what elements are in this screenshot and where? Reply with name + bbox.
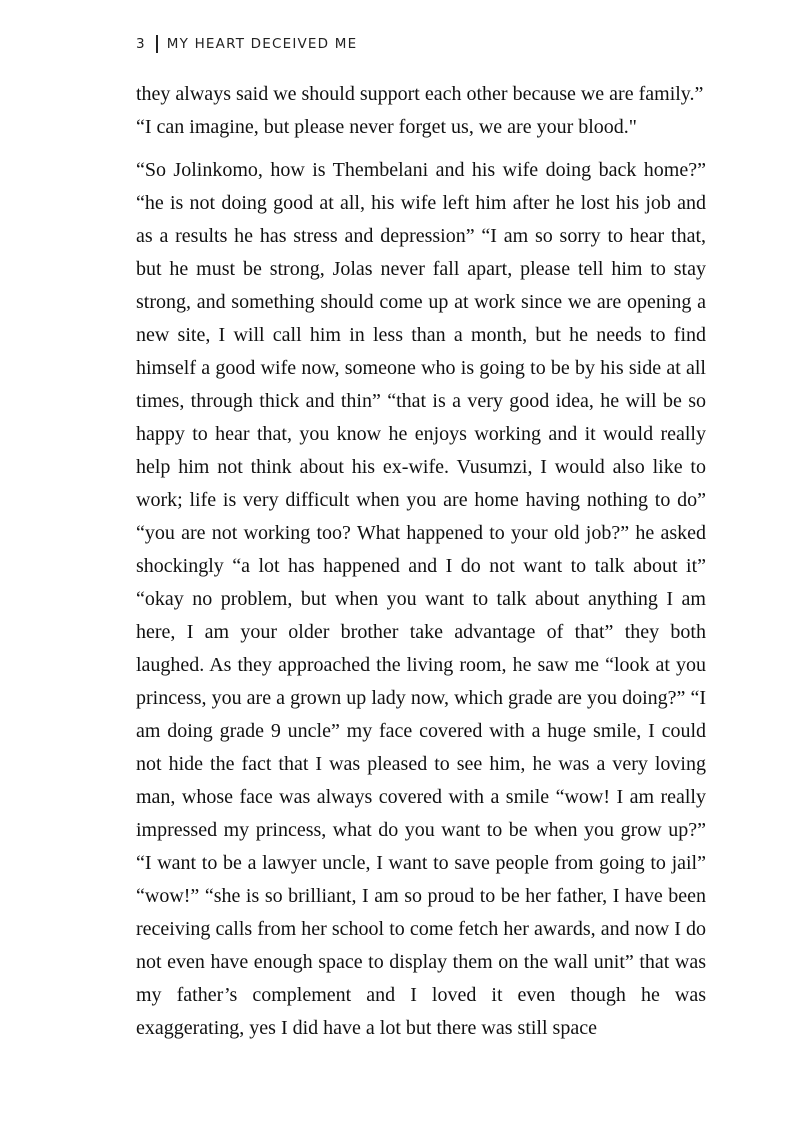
paragraph: they always said we should support each other because we are family.” “I can imagine, but please never forget us, we are your blood." <box>136 83 704 138</box>
book-title: MY HEART DECEIVED ME <box>166 36 358 52</box>
body-text <box>136 78 706 1045</box>
header-separator <box>156 35 158 53</box>
page-number: 3 <box>136 36 146 52</box>
running-header <box>136 33 357 55</box>
paragraph: “So Jolinkomo, how is Thembelani and his wife doing back home?” “he is not doing good at all, his wife left him after he lost his job and as a results he has stress and depression” “I am so sorry to hear that, but he must be strong, Jolas never fall apart, please tell him to stay strong, and something should come up at work since we are opening a new site, I will call him in less than a month, but he needs to find himself a good wife now, someone who is going to be by his side at all times, through thick and thin” “that is a very good idea, he will be so happy to hear that, you know he enjoys working and it would really help him not think about his ex-wife. Vusumzi, I would also like to work; life is very difficult when you are home having nothing to do” “you are not working too? What happened to your old job?” he asked shockingly “a lot has happened and I do not want to talk about it” “okay no problem, but when you want to talk about anything I am here, I am your older brother take advantage of that” they both laughed. As they approached the living room, he saw me “look at you princess, you are a grown up lady now, which grade are you doing?” “I am doing grade 9 uncle” my face covered with a huge smile, I could not hide the fact that I was pleased to see him, he was a very loving man, whose face was always covered with a smile “wow! I am really impressed my princess, what do you want to be when you grow up?” “I want to be a lawyer uncle, I want to save people from going to jail” “wow!” “she is so brilliant, I am so proud to be her father, I have been receiving calls from her school to come fetch her awards, and now I do not even have enough space to display them on the wall unit” that was my father’s complement and I loved it even though he was exaggerating, yes I did have a lot but there was still space <box>136 159 706 1039</box>
